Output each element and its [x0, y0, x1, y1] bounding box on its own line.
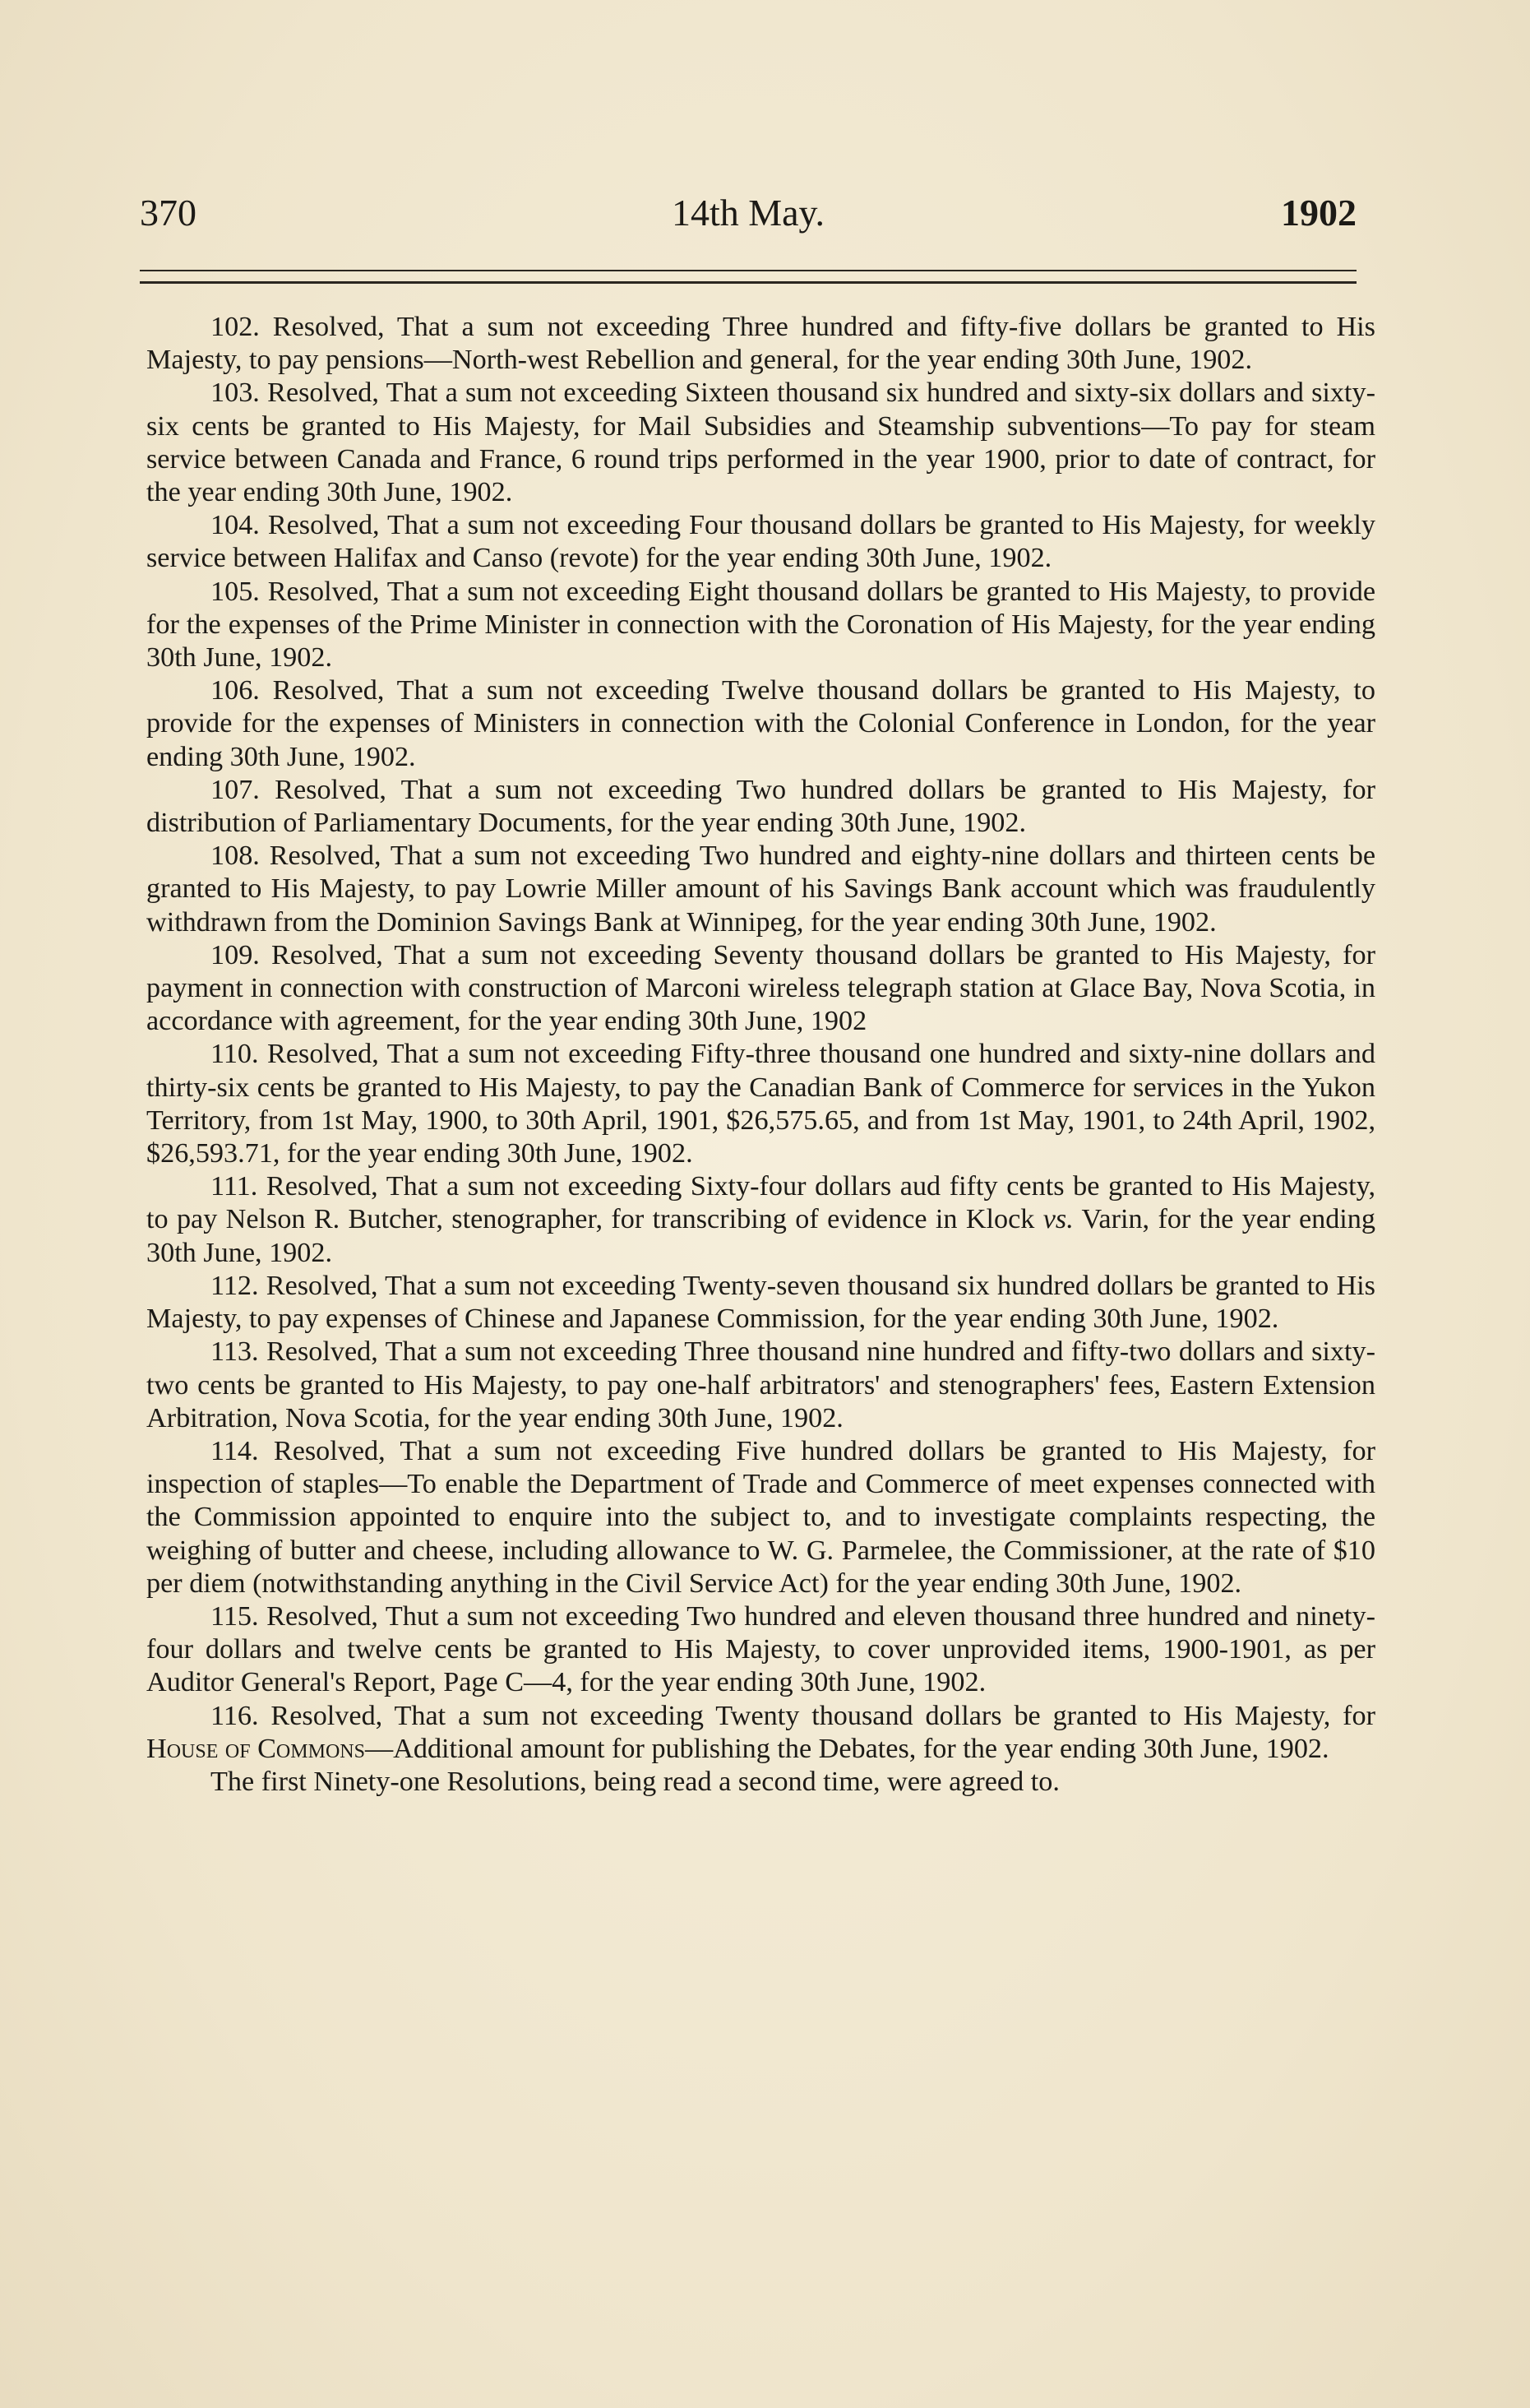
resolution-103: 103. Resolved, That a sum not exceeding Sixteen thousand six hundred and sixty-six dollars and sixty-six cents be granted to His Majesty, for Mail Subsidies and Steamship subventions—To pay for steam service between Canada and France, 6 round trips performed in the year 1900, prior to date of contract, for the year ending 30th June, 1902.: [146, 377, 1375, 508]
resolution-116-text-a: 116. Resolved, That a sum not exceeding Twenty thousand dollars be granted to His Majesty, for: [210, 1700, 1375, 1731]
resolution-112: 112. Resolved, That a sum not exceeding Twenty-seven thousand six hundred dollars be granted to His Majesty, to pay expenses of Chinese and Japanese Commission, for the year ending 30th June, 1902.: [146, 1270, 1375, 1335]
resolution-111: [146, 1170, 1375, 1270]
resolution-116: [146, 1700, 1375, 1766]
resolution-111-italic: vs.: [1042, 1204, 1074, 1235]
resolution-109: 109. Resolved, That a sum not exceeding Seventy thousand dollars be granted to His Majesty, for payment in connection with construction of Marconi wireless telegraph station at Glace Bay, Nova Scotia, in accordance with agreement, for the year ending 30th June, 1902: [146, 939, 1375, 1037]
resolution-110: 110. Resolved, That a sum not exceeding Fifty-three thousand one hundred and sixty-nine dollars and thirty-six cents be granted to His Majesty, to pay the Canadian Bank of Commerce for services in the Yukon Territory, from 1st May, 1900, to 30th April, 1901, $26,575.65, and from 1st May, 1901, to 24th April, 1902, $26,593.71, for the year ending 30th June, 1902.: [146, 1039, 1375, 1169]
resolution-115: 115. Resolved, Thut a sum not exceeding Two hundred and eleven thousand three hundred and ninety-four dollars and twelve cents be granted to His Majesty, to cover unprovided items, 1900-1901, as per Auditor General's Report, Page C—4, for the year ending 30th June, 1902.: [146, 1600, 1375, 1698]
resolution-104: 104. Resolved, That a sum not exceeding Four thousand dollars be granted to His Majesty, for weekly service between Halifax and Canso (revote) for the year ending 30th June, 1902.: [146, 510, 1375, 574]
resolution-114: 114. Resolved, That a sum not exceeding Five hundred dollars be granted to His Majesty, for inspection of staples—To enable the Department of Trade and Commerce of meet expenses connected with the Commission appointed to enquire into the subject to, and to investigate complaints respecting, the weighing of butter and cheese, including allowance to W. G. Parmelee, the Commissioner, at the rate of $10 per diem (notwithstanding anything in the Civil Service Act) for the year ending 30th June, 1902.: [146, 1435, 1375, 1599]
resolution-116-text-b: —Additional amount for publishing the Debates, for the year ending 30th June, 1902.: [364, 1733, 1329, 1764]
header-rule-thin: [140, 270, 1357, 271]
resolution-105: 105. Resolved, That a sum not exceeding Eight thousand dollars be granted to His Majesty, to provide for the expenses of the Prime Minister in connection with the Coronation of His Majesty, for the year ending 30th June, 1902.: [146, 576, 1375, 674]
header-date: 14th May.: [671, 192, 825, 234]
page-number: 370: [140, 192, 196, 234]
resolution-116-small-caps: House of Commons: [146, 1733, 365, 1764]
resolution-111-text-b: Varin, for the year ending 30th June, 1902.: [146, 1204, 1375, 1268]
resolution-107: 107. Resolved, That a sum not exceeding Two hundred dollars be granted to His Majesty, for distribution of Parliamentary Documents, for the year ending 30th June, 1902.: [146, 774, 1375, 839]
resolution-113: 113. Resolved, That a sum not exceeding Three thousand nine hundred and fifty-two dollars and sixty-two cents be granted to His Majesty, to pay one-half arbitrators' and stenographers' fees, Eastern Extension Arbitration, Nova Scotia, for the year ending 30th June, 1902.: [146, 1336, 1375, 1433]
resolution-106: 106. Resolved, That a sum not exceeding Twelve thousand dollars be granted to His Majesty, to provide for the expenses of Ministers in connection with the Colonial Conference in London, for the year ending 30th June, 1902.: [146, 675, 1375, 772]
header-rule-thick: [140, 281, 1357, 284]
resolution-108: 108. Resolved, That a sum not exceeding Two hundred and eighty-nine dollars and thirteen cents be granted to His Majesty, to pay Lowrie Miller amount of his Savings Bank account which was fraudulently withdrawn from the Dominion Savings Bank at Winnipeg, for the year ending 30th June, 1902.: [146, 840, 1375, 938]
closing-statement: The first Ninety-one Resolutions, being read a second time, were agreed to.: [210, 1766, 1060, 1797]
resolution-102: 102. Resolved, That a sum not exceeding Three hundred and fifty-five dollars be granted to His Majesty, to pay pensions—North-west Rebellion and general, for the year ending 30th June, 1902.: [146, 312, 1375, 376]
document-body: [146, 311, 1375, 1799]
header-year: 1902: [1281, 192, 1357, 234]
resolution-111-text-a: 111. Resolved, That a sum not exceeding Sixty-four dollars aud fifty cents be granted to His Majesty, to pay Nelson R. Butcher, stenographer, for transcribing of evidence in Klock: [146, 1171, 1375, 1235]
page-header: [140, 191, 1357, 248]
